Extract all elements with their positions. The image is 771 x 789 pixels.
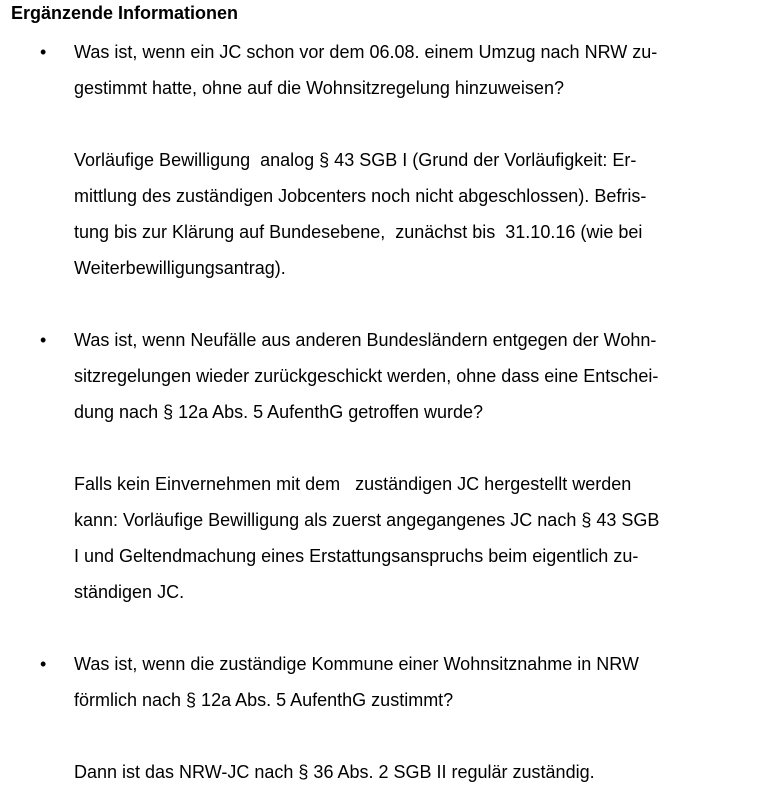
bullet-icon: • — [40, 42, 47, 62]
answer-line: ständigen JC. — [74, 582, 185, 602]
bullet-icon: • — [40, 654, 47, 674]
answer-line: Weiterbewilligungsantrag). — [74, 258, 286, 278]
question-line: Was ist, wenn die zuständige Kommune einer Wohnsitznahme in NRW — [74, 654, 639, 674]
answer-line: kann: Vorläufige Bewilligung als zuerst angegangenes JC nach § 43 SGB — [74, 510, 660, 530]
question-line: förmlich nach § 12a Abs. 5 AufenthG zustimmt? — [74, 690, 454, 710]
answer-line: Vorläufige Bewilligung analog § 43 SGB I (Grund der Vorläufigkeit: Er- — [74, 150, 637, 170]
answer-line: I und Geltendmachung eines Erstattungsanspruchs beim eigentlich zu- — [74, 546, 639, 566]
answer-line: Dann ist das NRW-JC nach § 36 Abs. 2 SGB II regulär zuständig. — [74, 762, 595, 782]
question-line: sitzregelungen wieder zurückgeschickt werden, ohne dass eine Entschei- — [74, 366, 659, 386]
section-heading: Ergänzende Informationen — [11, 3, 239, 23]
question-line: gestimmt hatte, ohne auf die Wohnsitzregelung hinzuweisen? — [74, 78, 564, 98]
answer-line: mittlung des zuständigen Jobcenters noch nicht abgeschlossen). Befris- — [74, 186, 647, 206]
question-line: dung nach § 12a Abs. 5 AufenthG getroffen wurde? — [74, 402, 483, 422]
bullet-icon: • — [40, 330, 47, 350]
answer-line: tung bis zur Klärung auf Bundesebene, zunächst bis 31.10.16 (wie bei — [74, 222, 643, 242]
question-line: Was ist, wenn Neufälle aus anderen Bundesländern entgegen der Wohn- — [74, 330, 657, 350]
answer-line: Falls kein Einvernehmen mit dem zuständigen JC hergestellt werden — [74, 474, 632, 494]
question-line: Was ist, wenn ein JC schon vor dem 06.08. einem Umzug nach NRW zu- — [74, 42, 658, 62]
